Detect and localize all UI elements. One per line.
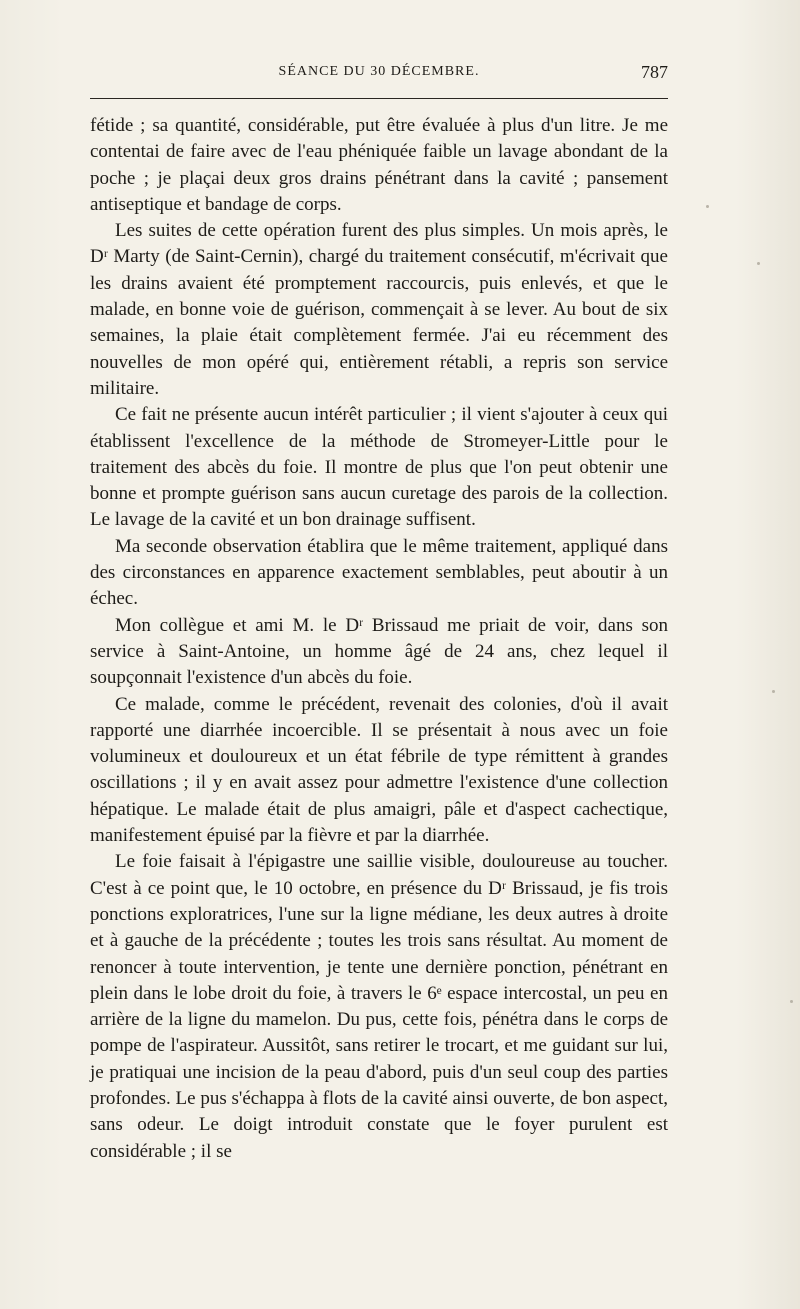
paragraph: Mon collègue et ami M. le Dʳ Brissaud me priait de voir, dans son service à Saint-Antoine, un homme âgé de 24 ans, chez lequel il soupçonnait l'existence d'un abcès du foie. — [90, 614, 668, 689]
page-header — [90, 62, 668, 92]
paper-speck — [790, 1000, 793, 1003]
page-number: 787 — [641, 62, 668, 82]
body-text — [90, 113, 668, 1165]
paper-speck — [757, 262, 760, 265]
paragraph: Ma seconde observation établira que le même traitement, appliqué dans des circonstances en apparence exactement semblables, peut aboutir à un échec. — [90, 535, 668, 610]
header-rule — [90, 98, 668, 99]
paragraph: Les suites de cette opération furent des plus simples. Un mois après, le Dʳ Marty (de Saint-Cernin), chargé du traitement consécutif, m'écrivait que les drains avaient été promptement raccourcis, puis enlevés, et que le malade, en bonne voie de guérison, commençait à se lever. Au bout de six semaines, la plaie était complètement fermée. J'ai eu récemment des nouvelles de mon opéré qui, entièrement rétabli, a repris son service militaire. — [90, 220, 668, 399]
paragraph-continued: fétide ; sa quantité, considérable, put être évaluée à plus d'un litre. Je me contentai de faire avec de l'eau phéniquée faible un lavage abondant de la poche ; je plaçai deux gros drains pénétrant dans la cavité ; pansement antiseptique et bandage de corps. — [90, 115, 668, 215]
paragraph: Le foie faisait à l'épigastre une saillie visible, douloureuse au toucher. C'est à ce point que, le 10 octobre, en présence du Dʳ Brissaud, je fis trois ponctions exploratrices, l'une sur la ligne médiane, les deux autres à droite et à gauche de la précédente ; toutes les trois sans résultat. Au moment de renoncer à toute intervention, je tente une dernière ponction, pénétrant en plein dans le lobe droit du foie, à travers le 6ᵉ espace intercostal, un peu en arrière de la ligne du mamelon. Du pus, cette fois, pénétra dans le corps de pompe de l'aspirateur. Aussitôt, sans retirer le trocart, et me guidant sur lui, je pratiquai une incision de la peau d'abord, puis d'un seul coup des parties profondes. Le pus s'échappa à flots de la cavité ainsi ouverte, de bon aspect, sans odeur. Le doigt introduit constate que le foyer purulent est considérable ; il se — [90, 851, 668, 1162]
paragraph: Ce malade, comme le précédent, revenait des colonies, d'où il avait rapporté une diarrhée incoercible. Il se présentait à nous avec un foie volumineux et douloureux et un état fébrile de type rémittent à grandes oscillations ; il y en avait assez pour admettre l'existence d'une collection hépatique. Le malade était de plus amaigri, pâle et d'aspect cachectique, manifestement épuisé par la fièvre et par la diarrhée. — [90, 693, 668, 847]
paper-speck — [706, 205, 709, 208]
paragraph: Ce fait ne présente aucun intérêt particulier ; il vient s'ajouter à ceux qui établissent l'excellence de la méthode de Stromeyer-Little pour le traitement des abcès du foie. Il montre de plus que l'on peut obtenir une bonne et prompte guérison sans aucun curetage des parois de la collection. Le lavage de la cavité et un bon drainage suffisent. — [90, 404, 668, 531]
running-head: SÉANCE DU 30 DÉCEMBRE. — [278, 64, 480, 79]
paper-speck — [772, 690, 775, 693]
